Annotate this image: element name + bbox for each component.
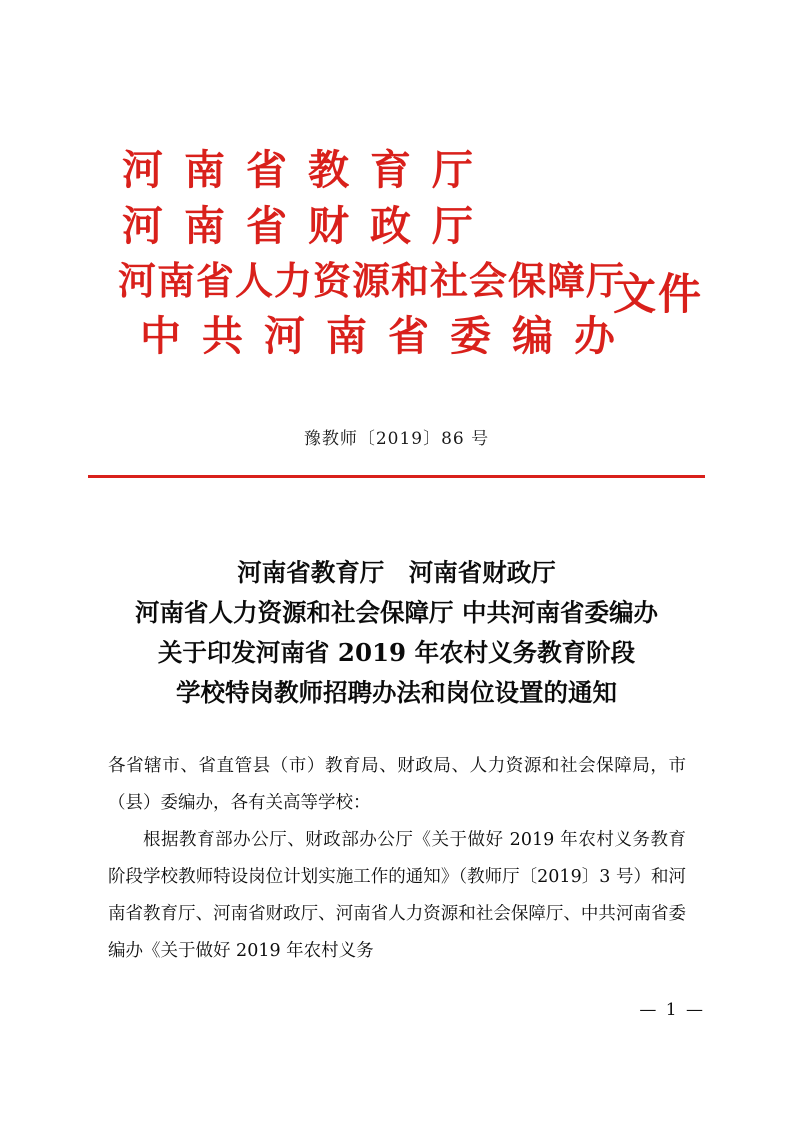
salutation-paragraph: 各省辖市、省直管县（市）教育局、财政局、人力资源和社会保障局，市（县）委编办，各有关高等学校：: [108, 756, 686, 813]
title-line-1: 河南省教育厅 河南省财政厅: [237, 558, 556, 587]
title-line-4: 学校特岗教师招聘办法和岗位设置的通知: [176, 678, 617, 707]
title-line-2: 河南省人力资源和社会保障厅 中共河南省委编办: [134, 598, 659, 627]
letterhead-document-word: 文件: [613, 270, 703, 320]
letterhead: [0, 146, 793, 478]
document-body: [108, 748, 686, 970]
title-line-3: 关于印发河南省 2019 年农村义务教育阶段: [157, 638, 636, 667]
page-number: — 1 —: [639, 1000, 705, 1020]
letterhead-line-4: 中共河南省委编办: [140, 312, 636, 360]
letterhead-agency-names: [108, 146, 708, 372]
letterhead-line-2: 河南省财政厅: [122, 202, 494, 250]
body-paragraph-1: 根据教育部办公厅、财政部办公厅《关于做好 2019 年农村义务教育阶段学校教师特设岗位计划实施工作的通知》（教师厅〔2019〕3 号）和河南省教育厅、河南省财政厅、河南省人力资源和社会保障厅、中共河南省委编办《关于做好 2019 年农村义务: [108, 830, 686, 961]
document-title: [88, 553, 705, 713]
letterhead-line-3: 河南省人力资源和社会保障厅: [118, 258, 626, 303]
letterhead-line-1: 河南省教育厅: [122, 146, 494, 194]
document-number: 豫教师〔2019〕86 号: [303, 429, 490, 449]
letterhead-red-divider: [88, 475, 705, 478]
